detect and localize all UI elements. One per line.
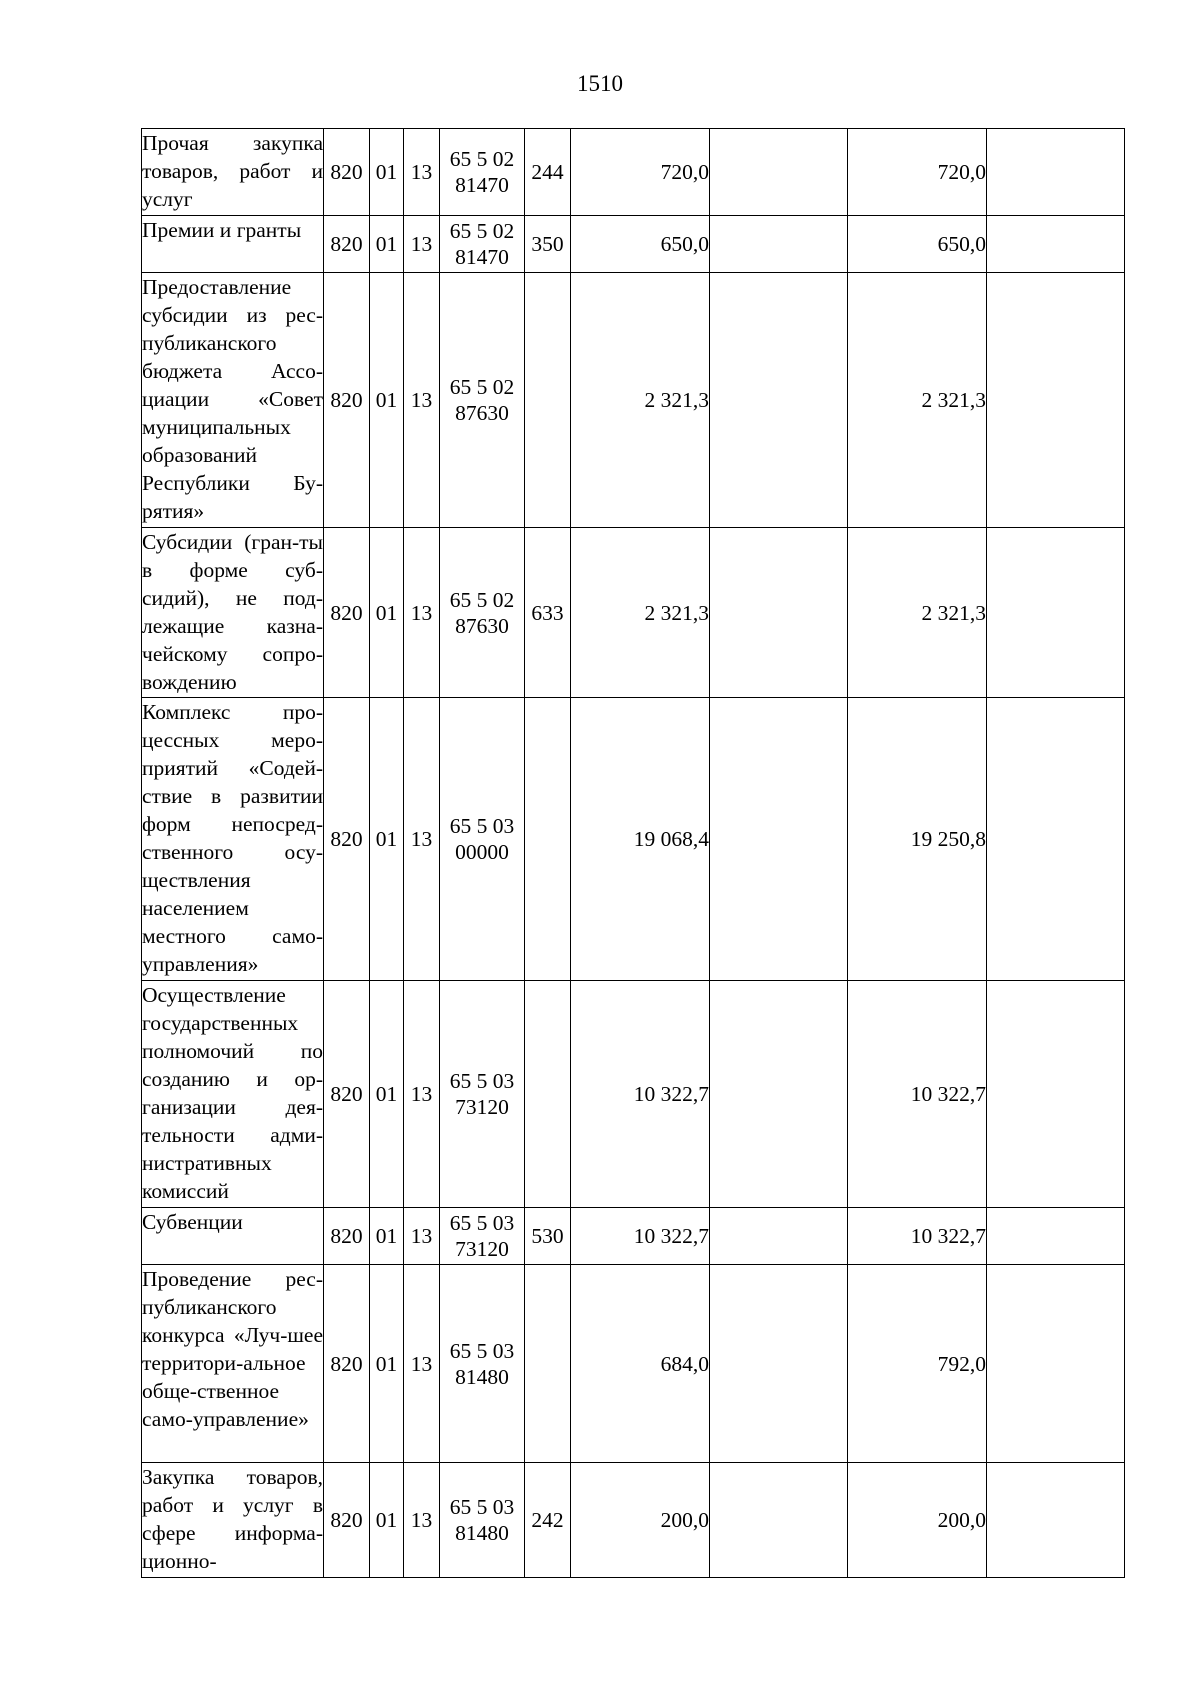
table-row <box>142 528 1125 698</box>
amount-4 <box>987 528 1125 698</box>
expense-type-code: 242 <box>525 1463 571 1578</box>
target-article-line-1: 65 5 02 <box>449 587 515 612</box>
target-article-line-2: 81480 <box>455 1521 509 1545</box>
table-row <box>142 1463 1125 1578</box>
target-article <box>440 528 525 698</box>
expense-type-code <box>525 981 571 1208</box>
subsection-code: 13 <box>404 273 440 528</box>
target-article-line-2: 87630 <box>455 401 509 425</box>
amount-3: 10 322,7 <box>848 1208 987 1265</box>
amount-3: 650,0 <box>848 216 987 273</box>
subsection-code: 13 <box>404 1208 440 1265</box>
target-article-line-2: 73120 <box>455 1095 509 1119</box>
target-article <box>440 273 525 528</box>
target-article-line-1: 65 5 02 <box>449 147 515 171</box>
page-number: 1510 <box>577 71 623 96</box>
amount-2 <box>710 273 848 528</box>
target-article-line-1: 65 5 03 <box>449 1069 515 1093</box>
amount-3: 200,0 <box>848 1463 987 1578</box>
expense-type-code: 530 <box>525 1208 571 1265</box>
target-article-line-1: 65 5 03 <box>449 1495 515 1519</box>
subsection-code: 13 <box>404 1463 440 1578</box>
amount-2 <box>710 981 848 1208</box>
amount-1: 2 321,3 <box>571 273 710 528</box>
amount-1: 200,0 <box>571 1463 710 1578</box>
ministry-code: 820 <box>324 528 370 698</box>
row-name: Премии и гранты <box>142 216 324 273</box>
amount-1: 720,0 <box>571 129 710 216</box>
amount-4 <box>987 1265 1125 1463</box>
ministry-code: 820 <box>324 698 370 981</box>
expense-type-code <box>525 1265 571 1463</box>
expense-type-code: 350 <box>525 216 571 273</box>
ministry-code: 820 <box>324 981 370 1208</box>
target-article <box>440 1265 525 1463</box>
ministry-code: 820 <box>324 129 370 216</box>
subsection-code: 13 <box>404 698 440 981</box>
row-name: Прочая закупка товаров, работ и услуг <box>142 129 324 216</box>
target-article-line-2: 87630 <box>455 613 509 638</box>
row-name: Субвенции <box>142 1208 324 1265</box>
amount-4 <box>987 129 1125 216</box>
amount-3: 2 321,3 <box>848 528 987 698</box>
section-code: 01 <box>370 129 404 216</box>
amount-4 <box>987 981 1125 1208</box>
table-row <box>142 273 1125 528</box>
table-row <box>142 129 1125 216</box>
ministry-code: 820 <box>324 1265 370 1463</box>
subsection-code: 13 <box>404 1265 440 1463</box>
target-article-line-1: 65 5 02 <box>449 375 515 399</box>
section-code: 01 <box>370 216 404 273</box>
table-row <box>142 1208 1125 1265</box>
amount-1: 19 068,4 <box>571 698 710 981</box>
amount-4 <box>987 698 1125 981</box>
target-article <box>440 1208 525 1265</box>
amount-2 <box>710 1208 848 1265</box>
amount-2 <box>710 129 848 216</box>
table-row <box>142 698 1125 981</box>
amount-3: 2 321,3 <box>848 273 987 528</box>
section-code: 01 <box>370 528 404 698</box>
target-article-line-2: 73120 <box>455 1237 509 1261</box>
ministry-code: 820 <box>324 216 370 273</box>
amount-2 <box>710 1265 848 1463</box>
section-code: 01 <box>370 698 404 981</box>
row-name: Предоставление субсидии из рес-публиканского бюджета Ассо-циации «Совет муниципальных образований Республики Бу-рятия» <box>142 273 324 528</box>
budget-table <box>141 128 1125 1578</box>
amount-2 <box>710 698 848 981</box>
target-article-line-1: 65 5 02 <box>449 219 515 243</box>
row-name: Субсидии (гран-ты в форме суб-сидий), не под-лежащие казна-чейскому сопро-вождению <box>142 528 324 698</box>
row-name: Осуществление государственных полномочий по созданию и ор-ганизации дея-тельности адми-нистративных комиссий <box>142 981 324 1208</box>
amount-3: 720,0 <box>848 129 987 216</box>
amount-4 <box>987 216 1125 273</box>
subsection-code: 13 <box>404 216 440 273</box>
amount-2 <box>710 1463 848 1578</box>
target-article-line-2: 81480 <box>455 1364 509 1389</box>
target-article-line-1: 65 5 03 <box>449 814 515 838</box>
amount-4 <box>987 273 1125 528</box>
amount-1: 10 322,7 <box>571 1208 710 1265</box>
amount-3: 792,0 <box>848 1265 987 1463</box>
table-row <box>142 216 1125 273</box>
subsection-code: 13 <box>404 129 440 216</box>
target-article <box>440 129 525 216</box>
target-article-line-2: 81470 <box>455 245 509 269</box>
target-article-line-1: 65 5 03 <box>449 1211 515 1235</box>
section-code: 01 <box>370 1208 404 1265</box>
target-article <box>440 698 525 981</box>
section-code: 01 <box>370 981 404 1208</box>
section-code: 01 <box>370 1463 404 1578</box>
section-code: 01 <box>370 273 404 528</box>
amount-1: 650,0 <box>571 216 710 273</box>
table-body <box>142 129 1125 1578</box>
amount-2 <box>710 216 848 273</box>
amount-4 <box>987 1208 1125 1265</box>
target-article <box>440 216 525 273</box>
amount-1: 2 321,3 <box>571 528 710 698</box>
row-name: Комплекс про-цессных меро-приятий «Содей-ствие в развитии форм непосред-ственного осу-ществления населением местного само-управления» <box>142 698 324 981</box>
expense-type-code <box>525 698 571 981</box>
expense-type-code <box>525 273 571 528</box>
target-article-line-2: 81470 <box>455 173 509 197</box>
amount-1: 684,0 <box>571 1265 710 1463</box>
subsection-code: 13 <box>404 528 440 698</box>
amount-2 <box>710 528 848 698</box>
row-name: Закупка товаров, работ и услуг в сфере информа-ционно- <box>142 1463 324 1578</box>
target-article <box>440 1463 525 1578</box>
expense-type-code: 244 <box>525 129 571 216</box>
target-article <box>440 981 525 1208</box>
amount-1: 10 322,7 <box>571 981 710 1208</box>
subsection-code: 13 <box>404 981 440 1208</box>
ministry-code: 820 <box>324 273 370 528</box>
table-row <box>142 1265 1125 1463</box>
amount-3: 10 322,7 <box>848 981 987 1208</box>
ministry-code: 820 <box>324 1463 370 1578</box>
table-row <box>142 981 1125 1208</box>
expense-type-code: 633 <box>525 528 571 698</box>
row-name: Проведение рес-публиканского конкурса «Луч-шее территори-альное обще-ственное само-управление» <box>142 1265 324 1463</box>
target-article-line-2: 00000 <box>455 840 509 864</box>
amount-4 <box>987 1463 1125 1578</box>
amount-3: 19 250,8 <box>848 698 987 981</box>
ministry-code: 820 <box>324 1208 370 1265</box>
target-article-line-1: 65 5 03 <box>449 1338 515 1363</box>
section-code: 01 <box>370 1265 404 1463</box>
